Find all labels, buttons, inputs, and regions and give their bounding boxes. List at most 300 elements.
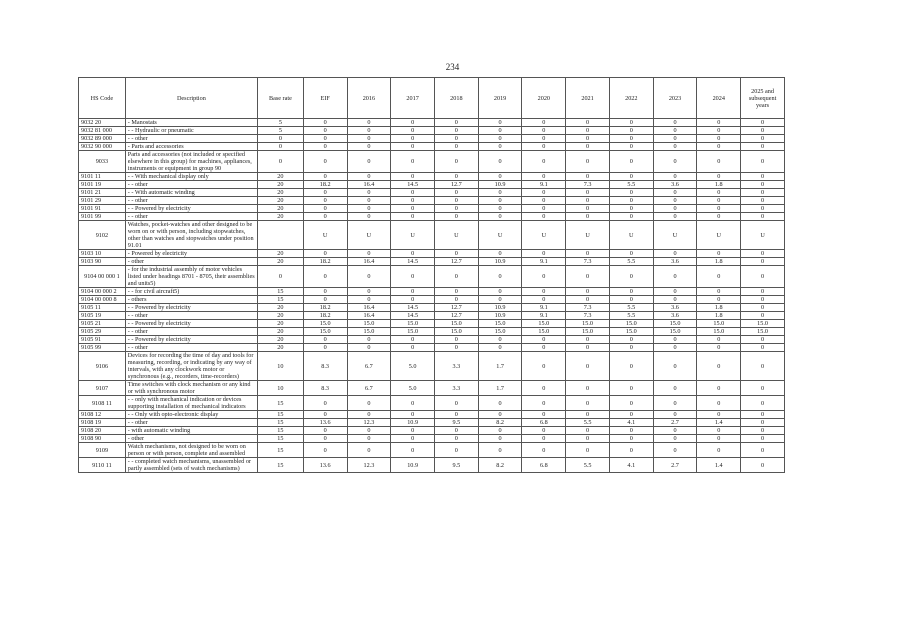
rate-cell: 14.5 — [391, 181, 435, 189]
rate-cell: 0 — [741, 266, 785, 288]
table-header-row — [79, 78, 785, 119]
description-cell: - - other — [125, 213, 257, 221]
table-row — [79, 205, 785, 213]
hs-code-cell: 9101 29 — [79, 197, 126, 205]
rate-cell: U — [522, 221, 566, 250]
rate-cell: 2.7 — [653, 419, 697, 427]
table-row — [79, 320, 785, 328]
rate-cell: 0 — [434, 119, 478, 127]
rate-cell: 0 — [347, 127, 391, 135]
hs-code-cell: 9108 11 — [79, 396, 126, 411]
base-rate-cell: 20 — [258, 336, 304, 344]
rate-cell: 0 — [347, 250, 391, 258]
rate-cell: 0 — [741, 143, 785, 151]
rate-cell: 0 — [566, 173, 610, 181]
rate-cell: 12.7 — [434, 258, 478, 266]
rate-cell: 0 — [566, 427, 610, 435]
rate-cell: 1.8 — [697, 304, 741, 312]
hs-code-cell: 9032 81 000 — [79, 127, 126, 135]
rate-cell: 0 — [653, 344, 697, 352]
rate-cell: 0 — [741, 381, 785, 396]
rate-cell: 6.7 — [347, 381, 391, 396]
base-rate-cell: 20 — [258, 312, 304, 320]
rate-cell: 0 — [434, 344, 478, 352]
rate-cell: U — [741, 221, 785, 250]
rate-cell: 5.0 — [391, 381, 435, 396]
base-rate-cell: 20 — [258, 328, 304, 336]
rate-cell: 0 — [303, 189, 347, 197]
rate-cell: 0 — [391, 288, 435, 296]
rate-cell: 0 — [303, 151, 347, 173]
rate-cell: 0 — [697, 205, 741, 213]
rate-cell: 0 — [741, 419, 785, 427]
rate-cell: 3.6 — [653, 181, 697, 189]
rate-cell: 15.0 — [478, 320, 522, 328]
rate-cell: 0 — [347, 288, 391, 296]
base-rate-cell: 20 — [258, 320, 304, 328]
rate-cell: 0 — [391, 336, 435, 344]
description-cell: Time switches with clock mechanism or any kind or with synchronous motor — [125, 381, 257, 396]
rate-cell: 5.5 — [609, 312, 653, 320]
rate-cell: 0 — [303, 250, 347, 258]
rate-cell: 0 — [478, 205, 522, 213]
rate-cell: 3.6 — [653, 304, 697, 312]
description-cell: Watches, pocket-watches and other designed to be worn on or with person, including stopwatches, other than watches and stopwatches under position 91.01 — [125, 221, 257, 250]
rate-cell: 0 — [478, 173, 522, 181]
rate-cell: 0 — [566, 266, 610, 288]
rate-cell: 0 — [609, 396, 653, 411]
rate-cell: 0 — [303, 135, 347, 143]
description-cell: - - other — [125, 181, 257, 189]
rate-cell: 15.0 — [653, 328, 697, 336]
rate-cell: 0 — [609, 344, 653, 352]
rate-cell: 8.2 — [478, 419, 522, 427]
rate-cell: 0 — [653, 119, 697, 127]
description-cell: - - Hydraulic or pneumatic — [125, 127, 257, 135]
rate-cell: 0 — [653, 443, 697, 458]
rate-cell: 0 — [609, 205, 653, 213]
rate-cell: 0 — [741, 427, 785, 435]
rate-cell: 0 — [741, 296, 785, 304]
hs-code-cell: 9106 — [79, 352, 126, 381]
hs-code-cell: 9102 — [79, 221, 126, 250]
rate-cell: 0 — [347, 435, 391, 443]
rate-cell: 0 — [653, 266, 697, 288]
rate-cell: 0 — [566, 352, 610, 381]
description-cell: - - With automatic winding — [125, 189, 257, 197]
rate-cell: 0 — [391, 205, 435, 213]
table-row — [79, 435, 785, 443]
table-row — [79, 197, 785, 205]
rate-cell: 0 — [697, 411, 741, 419]
rate-cell: 18.2 — [303, 181, 347, 189]
hs-code-cell: 9105 91 — [79, 336, 126, 344]
rate-cell: 0 — [609, 127, 653, 135]
rate-cell: 0 — [697, 288, 741, 296]
rate-cell: 0 — [347, 427, 391, 435]
rate-cell: 0 — [347, 197, 391, 205]
rate-cell: 0 — [566, 411, 610, 419]
rate-cell: 2.7 — [653, 458, 697, 473]
rate-cell: 0 — [741, 197, 785, 205]
rate-cell: 0 — [434, 189, 478, 197]
rate-cell: 0 — [478, 197, 522, 205]
rate-cell: 0 — [522, 396, 566, 411]
rate-cell: 0 — [697, 396, 741, 411]
rate-cell: 0 — [478, 427, 522, 435]
rate-cell: 0 — [697, 173, 741, 181]
rate-cell: 15.0 — [391, 320, 435, 328]
rate-cell: 0 — [653, 435, 697, 443]
rate-cell: 0 — [391, 119, 435, 127]
rate-cell: 0 — [478, 250, 522, 258]
rate-cell: 0 — [391, 296, 435, 304]
table-row — [79, 427, 785, 435]
rate-cell: 15.0 — [303, 328, 347, 336]
base-rate-cell: 20 — [258, 213, 304, 221]
table-row — [79, 312, 785, 320]
rate-cell: 0 — [522, 381, 566, 396]
rate-cell: U — [566, 221, 610, 250]
rate-cell: 0 — [609, 250, 653, 258]
rate-cell: 0 — [741, 435, 785, 443]
description-cell: - - Powered by electricity — [125, 304, 257, 312]
rate-cell: 6.8 — [522, 419, 566, 427]
table-row — [79, 119, 785, 127]
rate-cell: 0 — [391, 143, 435, 151]
rate-cell: 0 — [609, 173, 653, 181]
rate-cell: 0 — [478, 143, 522, 151]
rate-cell: 0 — [303, 443, 347, 458]
rate-cell: 15.0 — [697, 320, 741, 328]
base-rate-cell: 20 — [258, 197, 304, 205]
rate-cell: 9.5 — [434, 458, 478, 473]
base-rate-cell: 5 — [258, 119, 304, 127]
rate-cell: 0 — [478, 266, 522, 288]
rate-cell: 8.2 — [478, 458, 522, 473]
rate-cell: 3.3 — [434, 352, 478, 381]
description-cell: - Powered by electricity — [125, 250, 257, 258]
rate-cell: 0 — [741, 181, 785, 189]
rate-cell: 10.9 — [478, 304, 522, 312]
rate-cell: 9.1 — [522, 258, 566, 266]
rate-cell: 9.1 — [522, 181, 566, 189]
column-header: 2016 — [347, 78, 391, 119]
rate-cell: 0 — [303, 197, 347, 205]
rate-cell: 0 — [653, 127, 697, 135]
rate-cell: 0 — [391, 266, 435, 288]
table-row — [79, 381, 785, 396]
rate-cell: 0 — [522, 143, 566, 151]
rate-cell: 0 — [653, 411, 697, 419]
base-rate-cell: 20 — [258, 181, 304, 189]
rate-cell: 0 — [347, 296, 391, 304]
rate-cell: 0 — [697, 151, 741, 173]
base-rate-cell: 20 — [258, 173, 304, 181]
page-number: 234 — [445, 62, 460, 72]
rate-cell: 0 — [522, 344, 566, 352]
rate-cell: 0 — [391, 250, 435, 258]
table-body — [79, 119, 785, 473]
hs-code-cell: 9108 19 — [79, 419, 126, 427]
rate-cell: 0 — [478, 213, 522, 221]
rate-cell: 0 — [566, 336, 610, 344]
column-header: HS Code — [79, 78, 126, 119]
rate-cell: 0 — [434, 443, 478, 458]
rate-cell: 8.3 — [303, 352, 347, 381]
column-header: Base rate — [258, 78, 304, 119]
rate-cell: 0 — [391, 396, 435, 411]
rate-cell: 0 — [347, 189, 391, 197]
table-row — [79, 213, 785, 221]
rate-cell: 0 — [566, 119, 610, 127]
rate-cell: U — [609, 221, 653, 250]
rate-cell: U — [434, 221, 478, 250]
rate-cell: 0 — [741, 443, 785, 458]
rate-cell: 0 — [303, 344, 347, 352]
base-rate-cell: 5 — [258, 127, 304, 135]
rate-cell: 0 — [478, 135, 522, 143]
rate-cell: 5.5 — [609, 304, 653, 312]
rate-cell: 0 — [697, 443, 741, 458]
rate-cell: 0 — [347, 151, 391, 173]
rate-cell: 0 — [741, 189, 785, 197]
base-rate-cell — [258, 221, 304, 250]
rate-cell: 0 — [697, 213, 741, 221]
rate-cell: 0 — [434, 288, 478, 296]
rate-cell: 18.2 — [303, 312, 347, 320]
rate-cell: 0 — [478, 119, 522, 127]
rate-cell: 0 — [566, 197, 610, 205]
rate-cell: 0 — [434, 135, 478, 143]
rate-cell: 0 — [609, 411, 653, 419]
rate-cell: 5.5 — [609, 258, 653, 266]
rate-cell: 0 — [478, 344, 522, 352]
table-row — [79, 419, 785, 427]
rate-cell: 0 — [434, 411, 478, 419]
rate-cell: 0 — [522, 119, 566, 127]
rate-cell: 0 — [303, 396, 347, 411]
tariff-table — [78, 77, 785, 473]
rate-cell: 1.7 — [478, 381, 522, 396]
rate-cell: 0 — [434, 396, 478, 411]
rate-cell: 0 — [741, 411, 785, 419]
rate-cell: 16.4 — [347, 181, 391, 189]
description-cell: - - other — [125, 197, 257, 205]
base-rate-cell: 15 — [258, 411, 304, 419]
rate-cell: 0 — [653, 173, 697, 181]
rate-cell: 0 — [303, 143, 347, 151]
rate-cell: 0 — [741, 173, 785, 181]
rate-cell: 0 — [741, 458, 785, 473]
rate-cell: 0 — [609, 119, 653, 127]
rate-cell: 0 — [609, 381, 653, 396]
rate-cell: 9.1 — [522, 312, 566, 320]
rate-cell: 12.3 — [347, 458, 391, 473]
description-cell: - - other — [125, 312, 257, 320]
table-row — [79, 411, 785, 419]
hs-code-cell: 9033 — [79, 151, 126, 173]
rate-cell: 12.7 — [434, 304, 478, 312]
base-rate-cell: 10 — [258, 352, 304, 381]
rate-cell: 3.3 — [434, 381, 478, 396]
rate-cell: 0 — [697, 197, 741, 205]
rate-cell: 3.6 — [653, 258, 697, 266]
column-header: Description — [125, 78, 257, 119]
rate-cell: U — [478, 221, 522, 250]
rate-cell: 0 — [303, 266, 347, 288]
rate-cell: 0 — [391, 173, 435, 181]
hs-code-cell: 9105 21 — [79, 320, 126, 328]
rate-cell: 3.6 — [653, 312, 697, 320]
rate-cell: 0 — [347, 344, 391, 352]
rate-cell: 13.6 — [303, 419, 347, 427]
rate-cell: 0 — [347, 143, 391, 151]
rate-cell: 12.7 — [434, 312, 478, 320]
base-rate-cell: 10 — [258, 381, 304, 396]
column-header: 2024 — [697, 78, 741, 119]
rate-cell: 0 — [741, 396, 785, 411]
rate-cell: 0 — [653, 135, 697, 143]
rate-cell: 0 — [566, 381, 610, 396]
base-rate-cell: 20 — [258, 258, 304, 266]
rate-cell: 1.8 — [697, 312, 741, 320]
column-header: 2019 — [478, 78, 522, 119]
hs-code-cell: 9101 11 — [79, 173, 126, 181]
rate-cell: 0 — [391, 151, 435, 173]
rate-cell: 15.0 — [391, 328, 435, 336]
rate-cell: 0 — [653, 197, 697, 205]
rate-cell: 0 — [653, 288, 697, 296]
rate-cell: 0 — [653, 396, 697, 411]
table-row — [79, 328, 785, 336]
rate-cell: 1.4 — [697, 458, 741, 473]
description-cell: - - other — [125, 419, 257, 427]
rate-cell: 0 — [522, 213, 566, 221]
rate-cell: 0 — [434, 250, 478, 258]
rate-cell: 13.6 — [303, 458, 347, 473]
rate-cell: 5.5 — [566, 458, 610, 473]
rate-cell: 0 — [434, 427, 478, 435]
rate-cell: 0 — [303, 213, 347, 221]
rate-cell: 18.2 — [303, 304, 347, 312]
table-row — [79, 221, 785, 250]
rate-cell: 0 — [741, 127, 785, 135]
hs-code-cell: 9101 91 — [79, 205, 126, 213]
rate-cell: 0 — [347, 119, 391, 127]
rate-cell: 0 — [653, 213, 697, 221]
rate-cell: 0 — [566, 288, 610, 296]
rate-cell: 0 — [522, 352, 566, 381]
rate-cell: 0 — [741, 213, 785, 221]
rate-cell: 0 — [391, 344, 435, 352]
rate-cell: 0 — [347, 443, 391, 458]
rate-cell: 0 — [391, 213, 435, 221]
rate-cell: 0 — [566, 250, 610, 258]
rate-cell: 0 — [522, 435, 566, 443]
rate-cell: 0 — [434, 296, 478, 304]
rate-cell: 15.0 — [522, 328, 566, 336]
rate-cell: 15.0 — [697, 328, 741, 336]
table-row — [79, 143, 785, 151]
rate-cell: 0 — [609, 151, 653, 173]
rate-cell: 0 — [697, 127, 741, 135]
rate-cell: 0 — [347, 396, 391, 411]
rate-cell: 0 — [566, 435, 610, 443]
rate-cell: 0 — [522, 443, 566, 458]
rate-cell: 0 — [303, 411, 347, 419]
rate-cell: 0 — [522, 205, 566, 213]
rate-cell: 7.3 — [566, 258, 610, 266]
rate-cell: 0 — [522, 266, 566, 288]
rate-cell: 0 — [522, 127, 566, 135]
rate-cell: 10.9 — [478, 181, 522, 189]
rate-cell: 15.0 — [303, 320, 347, 328]
rate-cell: 0 — [522, 135, 566, 143]
table-row — [79, 344, 785, 352]
rate-cell: 0 — [566, 344, 610, 352]
rate-cell: 0 — [653, 427, 697, 435]
rate-cell: 0 — [653, 352, 697, 381]
rate-cell: 0 — [697, 435, 741, 443]
rate-cell: 9.5 — [434, 419, 478, 427]
rate-cell: 0 — [347, 173, 391, 181]
rate-cell: 7.3 — [566, 304, 610, 312]
rate-cell: 0 — [566, 296, 610, 304]
table-row — [79, 181, 785, 189]
rate-cell: 0 — [741, 258, 785, 266]
rate-cell: 15.0 — [347, 328, 391, 336]
rate-cell: 15.0 — [566, 328, 610, 336]
rate-cell: 0 — [478, 336, 522, 344]
description-cell: - with automatic winding — [125, 427, 257, 435]
rate-cell: 0 — [478, 127, 522, 135]
column-header: 2023 — [653, 78, 697, 119]
table-row — [79, 352, 785, 381]
hs-code-cell: 9105 99 — [79, 344, 126, 352]
rate-cell: 0 — [522, 250, 566, 258]
rate-cell: 0 — [522, 288, 566, 296]
rate-cell: 0 — [303, 127, 347, 135]
base-rate-cell: 20 — [258, 344, 304, 352]
hs-code-cell: 9105 29 — [79, 328, 126, 336]
description-cell: - for the industrial assembly of motor vehicles listed under headings 8701 - 8705, their assemblies and units5) — [125, 266, 257, 288]
rate-cell: 0 — [697, 381, 741, 396]
hs-code-cell: 9104 00 000 1 — [79, 266, 126, 288]
rate-cell: 0 — [434, 435, 478, 443]
rate-cell: 0 — [697, 266, 741, 288]
rate-cell: 0 — [478, 296, 522, 304]
rate-cell: 0 — [653, 189, 697, 197]
table-row — [79, 458, 785, 473]
rate-cell: 1.8 — [697, 181, 741, 189]
rate-cell: 0 — [697, 352, 741, 381]
rate-cell: 4.1 — [609, 419, 653, 427]
rate-cell: 1.4 — [697, 419, 741, 427]
rate-cell: 0 — [741, 352, 785, 381]
hs-code-cell: 9109 — [79, 443, 126, 458]
rate-cell: 14.5 — [391, 258, 435, 266]
rate-cell: 0 — [303, 288, 347, 296]
rate-cell: 0 — [347, 135, 391, 143]
rate-cell: 0 — [347, 266, 391, 288]
description-cell: - - other — [125, 344, 257, 352]
rate-cell: 0 — [303, 119, 347, 127]
rate-cell: 0 — [697, 135, 741, 143]
rate-cell: 0 — [566, 189, 610, 197]
rate-cell: 15.0 — [741, 320, 785, 328]
rate-cell: 0 — [741, 135, 785, 143]
